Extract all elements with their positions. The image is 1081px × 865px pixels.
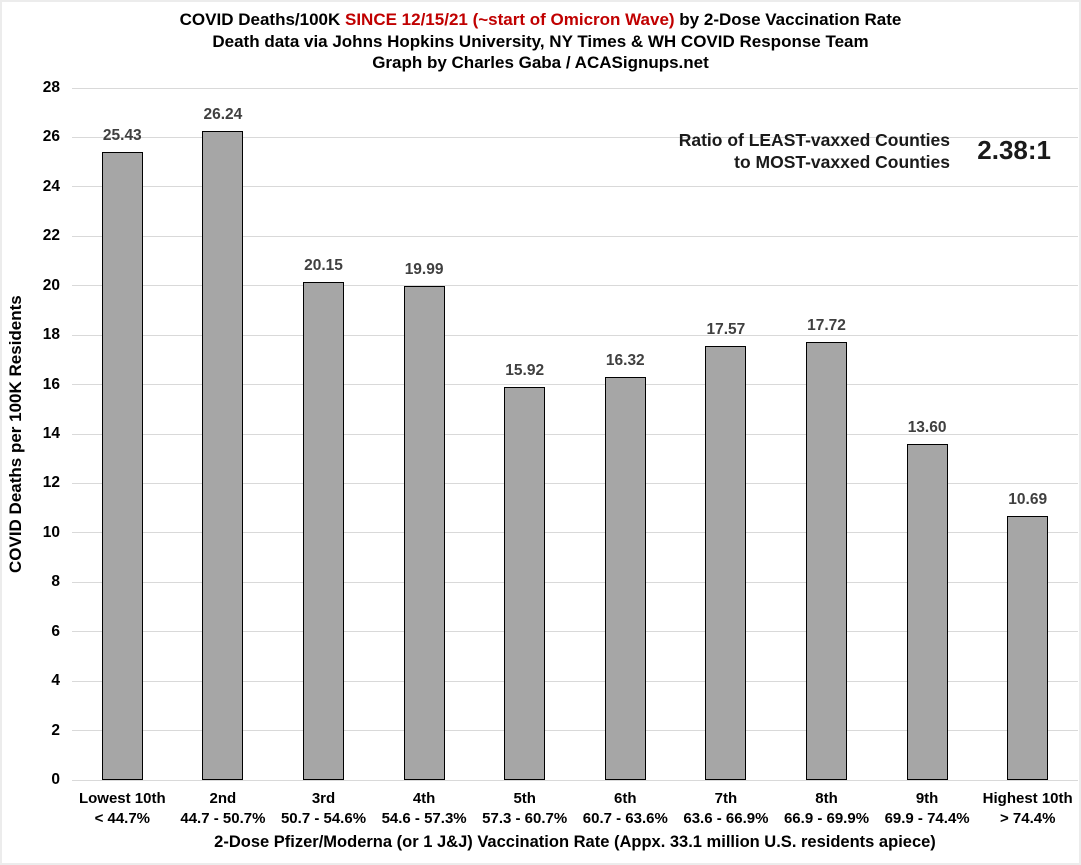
y-tick-label: 22 (42, 227, 60, 245)
gridline (72, 88, 1078, 89)
chart-subtitle-credit: Graph by Charles Gaba / ACASignups.net (372, 53, 709, 72)
bar (202, 131, 243, 780)
title-suffix: by 2-Dose Vaccination Rate (674, 10, 902, 29)
bar-value-label: 17.57 (706, 320, 746, 338)
bar-value-label: 17.72 (807, 317, 846, 335)
x-axis-title: 2-Dose Pfizer/Moderna (or 1 J&J) Vaccination Rate (Appx. 33.1 million U.S. residents apiece) (214, 833, 936, 851)
y-tick-label: 18 (42, 326, 60, 344)
chart-subtitle-source: Death data via Johns Hopkins University, NY Times & WH COVID Response Team (212, 31, 869, 51)
x-tick-decile: 6th (614, 790, 637, 807)
bar (102, 152, 143, 780)
x-tick-range: > 74.4% (999, 810, 1056, 827)
y-tick-label: 8 (51, 573, 60, 591)
x-tick-range: 57.3 - 60.7% (482, 810, 568, 827)
y-tick-label: 16 (42, 375, 60, 393)
bar (404, 286, 445, 780)
y-tick-label: 20 (42, 276, 60, 294)
ratio-value: 2.38:1 (977, 135, 1051, 165)
x-tick-decile: Lowest 10th (78, 790, 166, 807)
x-tick-range: 66.9 - 69.9% (783, 810, 870, 827)
x-tick-range: 44.7 - 50.7% (180, 810, 266, 827)
x-tick-range: 50.7 - 54.6% (280, 810, 367, 827)
bar (303, 282, 344, 780)
title-highlight: SINCE 12/15/21 (~start of Omicron Wave) (345, 10, 675, 29)
chart-title-block (2, 9, 1079, 74)
x-tick-decile: 8th (815, 790, 838, 807)
bar-value-label: 10.69 (1008, 490, 1048, 508)
x-tick-decile: 9th (915, 790, 939, 807)
x-tick-range: 60.7 - 63.6% (582, 810, 668, 827)
bar-value-label: 25.43 (102, 126, 142, 144)
x-tick-decile: 2nd (209, 790, 237, 807)
y-axis-title: COVID Deaths per 100K Residents (6, 295, 25, 573)
bar-value-label: 15.92 (505, 361, 545, 379)
x-tick-decile: 7th (714, 790, 738, 807)
title-prefix: COVID Deaths/100K (179, 10, 345, 29)
x-tick-decile: Highest 10th (982, 790, 1073, 807)
x-tick-decile: 5th (513, 790, 536, 807)
chart-title-line1 (2, 9, 1079, 31)
bar (504, 387, 545, 780)
x-tick-decile: 4th (412, 790, 436, 807)
x-tick-decile: 3rd (311, 790, 336, 807)
y-tick-label: 28 (42, 79, 60, 96)
y-tick-label: 0 (51, 771, 60, 788)
ratio-annotation (679, 129, 950, 173)
ratio-annotation-line2: to MOST-vaxxed Counties (734, 152, 950, 172)
bar-value-label: 16.32 (605, 351, 645, 369)
bar (705, 346, 746, 780)
y-tick-label: 24 (42, 177, 60, 195)
bar (605, 377, 646, 780)
x-tick-range: 63.6 - 66.9% (683, 810, 769, 827)
bar-value-label: 26.24 (203, 106, 243, 124)
y-tick-label: 2 (51, 721, 60, 739)
y-tick-label: 14 (42, 425, 60, 442)
bar (806, 342, 847, 780)
ratio-annotation-line1: Ratio of LEAST-vaxxed Counties (678, 130, 950, 150)
y-tick-label: 12 (42, 474, 60, 492)
bar-value-label: 13.60 (907, 418, 947, 436)
bar (907, 444, 948, 780)
x-tick-range: < 44.7% (94, 810, 151, 827)
y-tick-label: 4 (51, 672, 60, 690)
bar-value-label: 20.15 (304, 257, 343, 274)
x-tick-range: 54.6 - 57.3% (381, 810, 467, 827)
y-tick-label: 10 (42, 523, 60, 541)
y-tick-label: 6 (51, 622, 60, 640)
y-tick-label: 26 (42, 128, 60, 146)
x-tick-range: 69.9 - 74.4% (884, 810, 970, 827)
x-tick-label (963, 789, 1081, 829)
bar-value-label: 19.99 (404, 260, 444, 278)
bar (1007, 516, 1048, 780)
